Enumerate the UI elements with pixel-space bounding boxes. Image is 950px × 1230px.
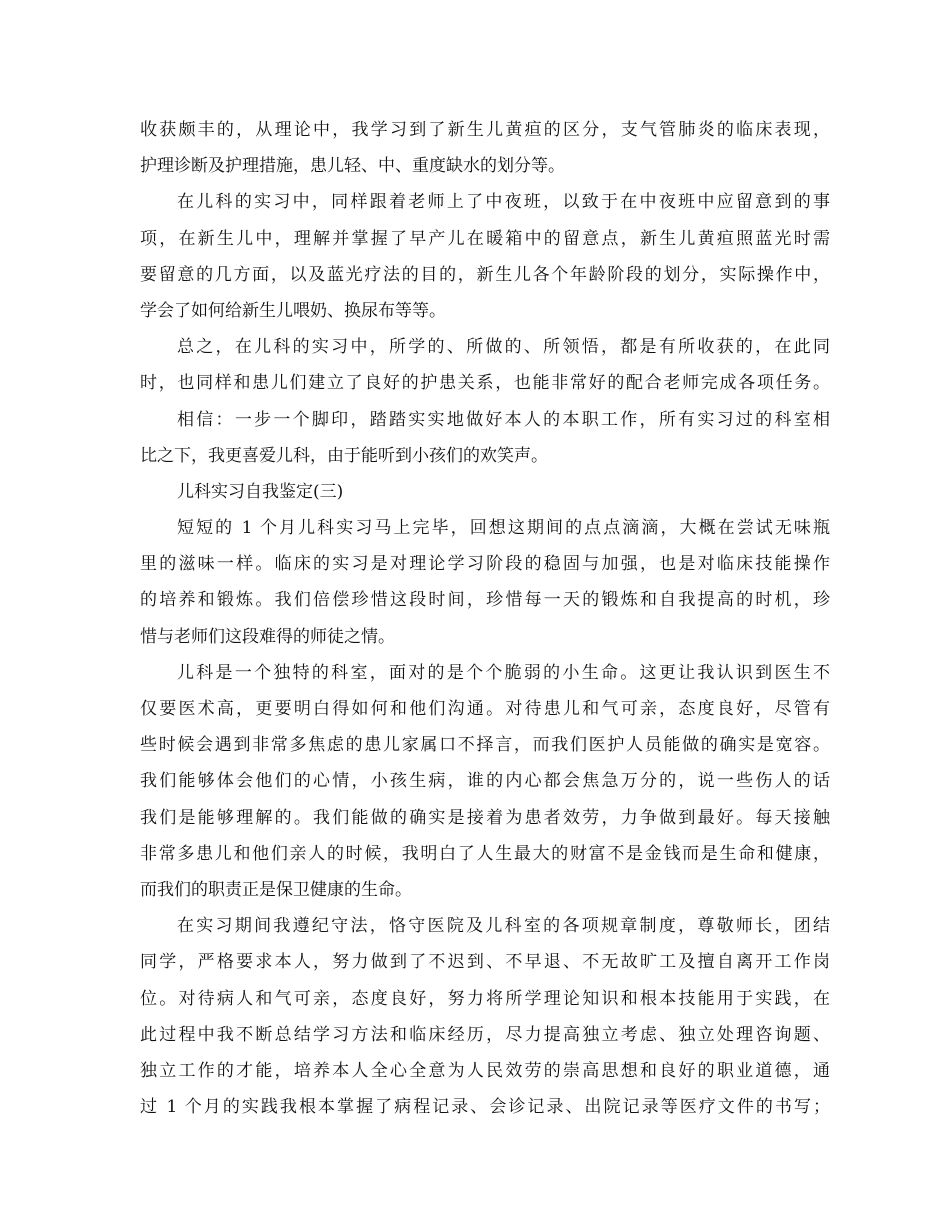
text-line: 收获颇丰的，从理论中，我学习到了新生儿黄疸的区分，支气管肺炎的临床表现， <box>140 120 830 140</box>
text-line: 学会了如何给新生儿喂奶、换尿布等等。 <box>140 300 446 321</box>
text-line: 在实习期间我遵纪守法，恪守医院及儿科室的各项规章制度，尊敬师长，团结 <box>177 916 830 937</box>
text-line: 比之下，我更喜爱儿科，由于能听到小孩们的欢笑声。 <box>140 445 548 466</box>
text-line: 项，在新生儿中，理解并掌握了早产儿在暖箱中的留意点，新生儿黄疸照蓝光时需 <box>140 228 830 249</box>
text-line: 总之，在儿科的实习中，所学的、所做的、所领悟，都是有所收获的，在此同 <box>177 337 830 358</box>
text-line: 同学，严格要求本人，努力做到了不迟到、不早退、不无故旷工及擅自离开工作岗 <box>140 952 830 973</box>
section-heading: 儿科实习自我鉴定(三) <box>177 481 344 502</box>
text-line: 惜与老师们这段难得的师徒之情。 <box>140 626 395 647</box>
text-line: 而我们的职责正是保卫健康的生命。 <box>140 879 412 900</box>
text-line: 里的滋味一样。临床的实习是对理论学习阶段的稳固与加强，也是对临床技能操作 <box>140 554 830 575</box>
text-line: 非常多患儿和他们亲人的时候，我明白了人生最大的财富不是金钱而是生命和健康， <box>140 843 830 864</box>
text-line: 些时候会遇到非常多焦虑的患儿家属口不择言，而我们医护人员能做的确实是宽容。 <box>140 735 830 756</box>
text-line: 儿科是一个独特的科室，面对的是个个脆弱的小生命。这更让我认识到医生不 <box>177 662 830 683</box>
text-line: 在儿科的实习中，同样跟着老师上了中夜班，以致于在中夜班中应留意到的事 <box>177 192 830 213</box>
text-line: 相信：一步一个脚印，踏踏实实地做好本人的本职工作，所有实习过的科室相 <box>177 409 830 430</box>
text-line: 短短的 1 个月儿科实习马上完毕，回想这期间的点点滴滴，大概在尝试无味瓶 <box>177 518 830 539</box>
text-line: 过 1 个月的实践我根本掌握了病程记录、会诊记录、出院记录等医疗文件的书写； <box>140 1097 830 1118</box>
text-line: 此过程中我不断总结学习方法和临床经历，尽力提高独立考虑、独立处理咨询题、 <box>140 1024 830 1045</box>
text-line: 位。对待病人和气可亲，态度良好，努力将所学理论知识和根本技能用于实践，在 <box>140 988 830 1009</box>
text-line: 仅要医术高，更要明白得如何和他们沟通。对待患儿和气可亲，态度良好，尽管有 <box>140 699 830 719</box>
document-body <box>140 112 830 1125</box>
text-line: 时，也同样和患儿们建立了良好的护患关系，也能非常好的配合老师完成各项任务。 <box>140 373 830 394</box>
text-line: 独立工作的才能，培养本人全心全意为人民效劳的崇高思想和良好的职业道德，通 <box>140 1060 830 1081</box>
text-line: 我们能够体会他们的心情，小孩生病，谁的内心都会焦急万分的，说一些伤人的话 <box>140 771 830 792</box>
text-line: 的培养和锻炼。我们倍偿珍惜这段时间，珍惜每一天的锻炼和自我提高的时机，珍 <box>140 590 830 611</box>
text-line: 要留意的几方面，以及蓝光疗法的目的，新生儿各个年龄阶段的划分，实际操作中， <box>140 264 830 285</box>
text-line: 我们是能够理解的。我们能做的确实是接着为患者效劳，力争做到最好。每天接触 <box>140 807 830 828</box>
text-line: 护理诊断及护理措施，患儿轻、中、重度缺水的划分等。 <box>140 156 565 177</box>
